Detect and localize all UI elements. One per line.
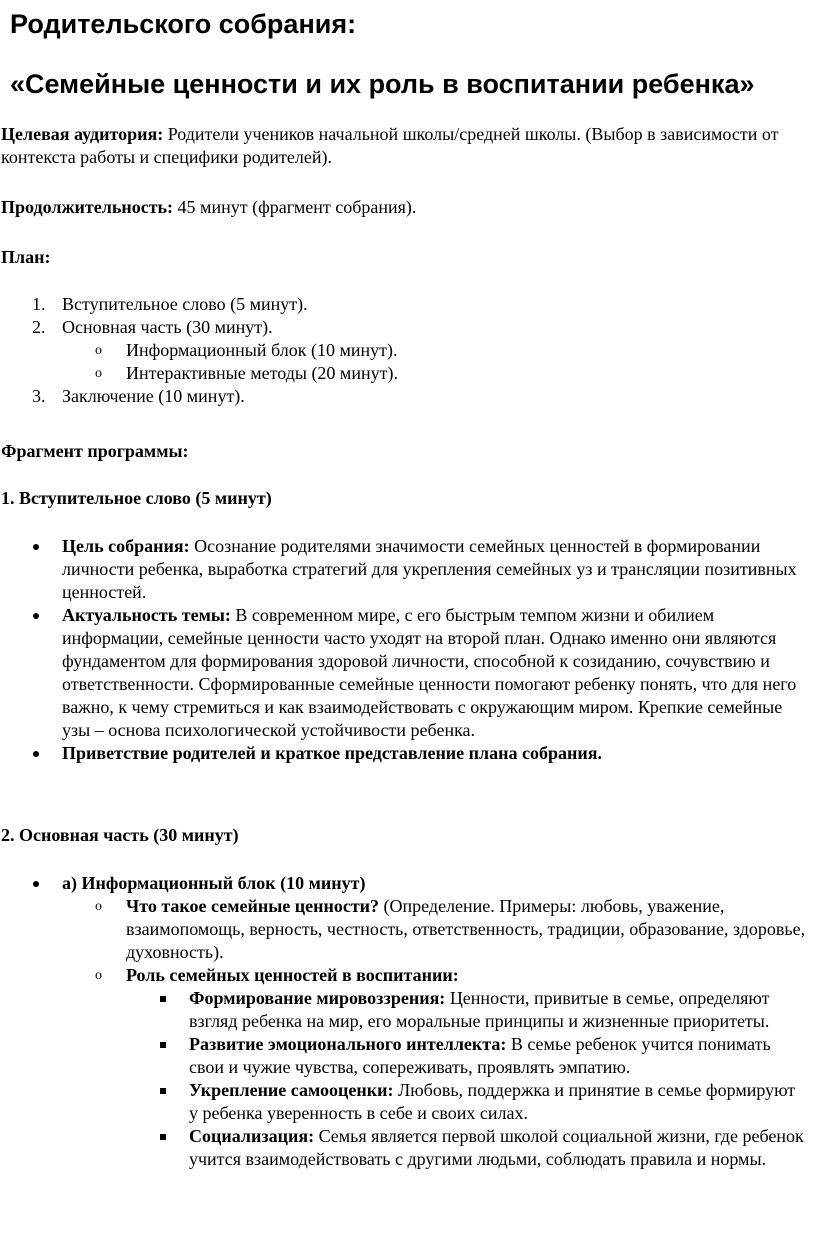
bullet-text: Ценности, привитые в семье, определяют взгляд ребенка на мир, его моральные принципы и жизненные приоритеты. bbox=[189, 988, 770, 1031]
list-item bbox=[0, 987, 806, 1033]
list-item bbox=[0, 604, 806, 742]
list-item bbox=[0, 1079, 806, 1125]
bullet-label: Цель собрания: bbox=[62, 536, 190, 556]
list-item-text: Заключение (10 минут). bbox=[62, 386, 245, 406]
bullet-label: Что такое семейные ценности? bbox=[126, 896, 380, 916]
duration-text: 45 минут (фрагмент собрания). bbox=[173, 197, 417, 217]
section1-heading: 1. Вступительное слово (5 минут) bbox=[1, 488, 272, 508]
section1-list bbox=[0, 535, 806, 765]
list-item bbox=[0, 872, 806, 895]
audience-label: Целевая аудитория: bbox=[1, 124, 164, 144]
circle-bullet-icon: o bbox=[95, 899, 102, 914]
section2-heading: 2. Основная часть (30 минут) bbox=[1, 825, 239, 845]
bullet-icon bbox=[33, 613, 39, 619]
list-item-text: Основная часть (30 минут). bbox=[62, 317, 273, 337]
bullet-label: Развитие эмоционального интеллекта: bbox=[189, 1034, 507, 1054]
bullet-text: Семья является первой школой социальной жизни, где ребенок учится взаимодействовать с другими людьми, соблюдать правила и нормы. bbox=[189, 1126, 804, 1169]
list-item-text: Интерактивные методы (20 минут). bbox=[126, 363, 398, 383]
bullet-icon bbox=[33, 881, 39, 887]
square-bullet-icon bbox=[160, 1088, 166, 1094]
audience-text: Родители учеников начальной школы/средней школы. (Выбор в зависимости от контекста работы и специфики родителей). bbox=[1, 124, 779, 167]
list-item bbox=[0, 339, 760, 362]
list-item-text: Вступительное слово (5 минут). bbox=[62, 294, 308, 314]
list-item bbox=[0, 895, 806, 964]
bullet-text: Любовь, поддержка и принятие в семье формируют у ребенка уверенность в себе и своих силах. bbox=[189, 1080, 796, 1123]
circle-bullet-icon: o bbox=[95, 343, 102, 358]
list-item bbox=[0, 316, 760, 339]
circle-bullet-icon: o bbox=[95, 968, 102, 983]
title-line-2: «Семейные ценности и их роль в воспитании ребенка» bbox=[10, 69, 755, 99]
list-item bbox=[0, 742, 806, 765]
square-bullet-icon bbox=[160, 1134, 166, 1140]
section2-list bbox=[0, 872, 806, 1171]
plan-list bbox=[0, 293, 760, 408]
bullet-text: В современном мире, с его быстрым темпом жизни и обилием информации, семейные ценности часто уходят на второй план. Однако именно они являются фундаментом для формирования здоровой личности, способной к созиданию, сочувствию и ответственности. Сформированные семейные ценности помогают ребенку понять, что для него важно, к чему стремиться и как взаимодействовать с окружающим миром. Крепкие семейные узы – основа психологической устойчивости ребенка. bbox=[62, 605, 797, 740]
square-bullet-icon bbox=[160, 1042, 166, 1048]
list-item bbox=[0, 1125, 806, 1171]
block-heading: а) Информационный блок (10 минут) bbox=[62, 873, 366, 893]
circle-bullet-icon: o bbox=[95, 366, 102, 381]
list-number: 3. bbox=[32, 386, 46, 406]
bullet-label: Формирование мировоззрения: bbox=[189, 988, 446, 1008]
plan-heading: План: bbox=[1, 247, 51, 267]
square-bullet-icon bbox=[160, 996, 166, 1002]
fragment-heading: Фрагмент программы: bbox=[1, 441, 189, 461]
bullet-label: Укрепление самооценки: bbox=[189, 1080, 394, 1100]
bullet-text: Осознание родителями значимости семейных ценностей в формировании личности ребенка, выработка стратегий для укрепления семейных уз и трансляции позитивных ценностей. bbox=[62, 536, 797, 602]
bullet-text: (Определение. Примеры: любовь, уважение, взаимопомощь, верность, честность, ответственность, традиции, образование, здоровье, духовность). bbox=[126, 896, 806, 962]
list-number: 2. bbox=[32, 317, 46, 337]
duration-label: Продолжительность: bbox=[1, 197, 174, 217]
duration-paragraph bbox=[1, 196, 806, 219]
list-item bbox=[0, 964, 806, 987]
audience-paragraph bbox=[1, 123, 806, 169]
list-number: 1. bbox=[32, 294, 46, 314]
bullet-icon bbox=[33, 751, 39, 757]
list-item bbox=[0, 362, 760, 385]
list-item bbox=[0, 535, 806, 604]
bullet-label: Социализация: bbox=[189, 1126, 315, 1146]
list-item bbox=[0, 1033, 806, 1079]
list-item-text: Информационный блок (10 минут). bbox=[126, 340, 398, 360]
bullet-label: Приветствие родителей и краткое представление плана собрания. bbox=[62, 743, 602, 763]
bullet-icon bbox=[33, 544, 39, 550]
title-line-1: Родительского собрания: bbox=[10, 9, 357, 39]
bullet-label: Роль семейных ценностей в воспитании: bbox=[126, 965, 459, 985]
bullet-label: Актуальность темы: bbox=[62, 605, 231, 625]
list-item bbox=[0, 385, 760, 408]
list-item bbox=[0, 293, 760, 316]
bullet-text: В семье ребенок учится понимать свои и чужие чувства, сопереживать, проявлять эмпатию. bbox=[189, 1034, 771, 1077]
